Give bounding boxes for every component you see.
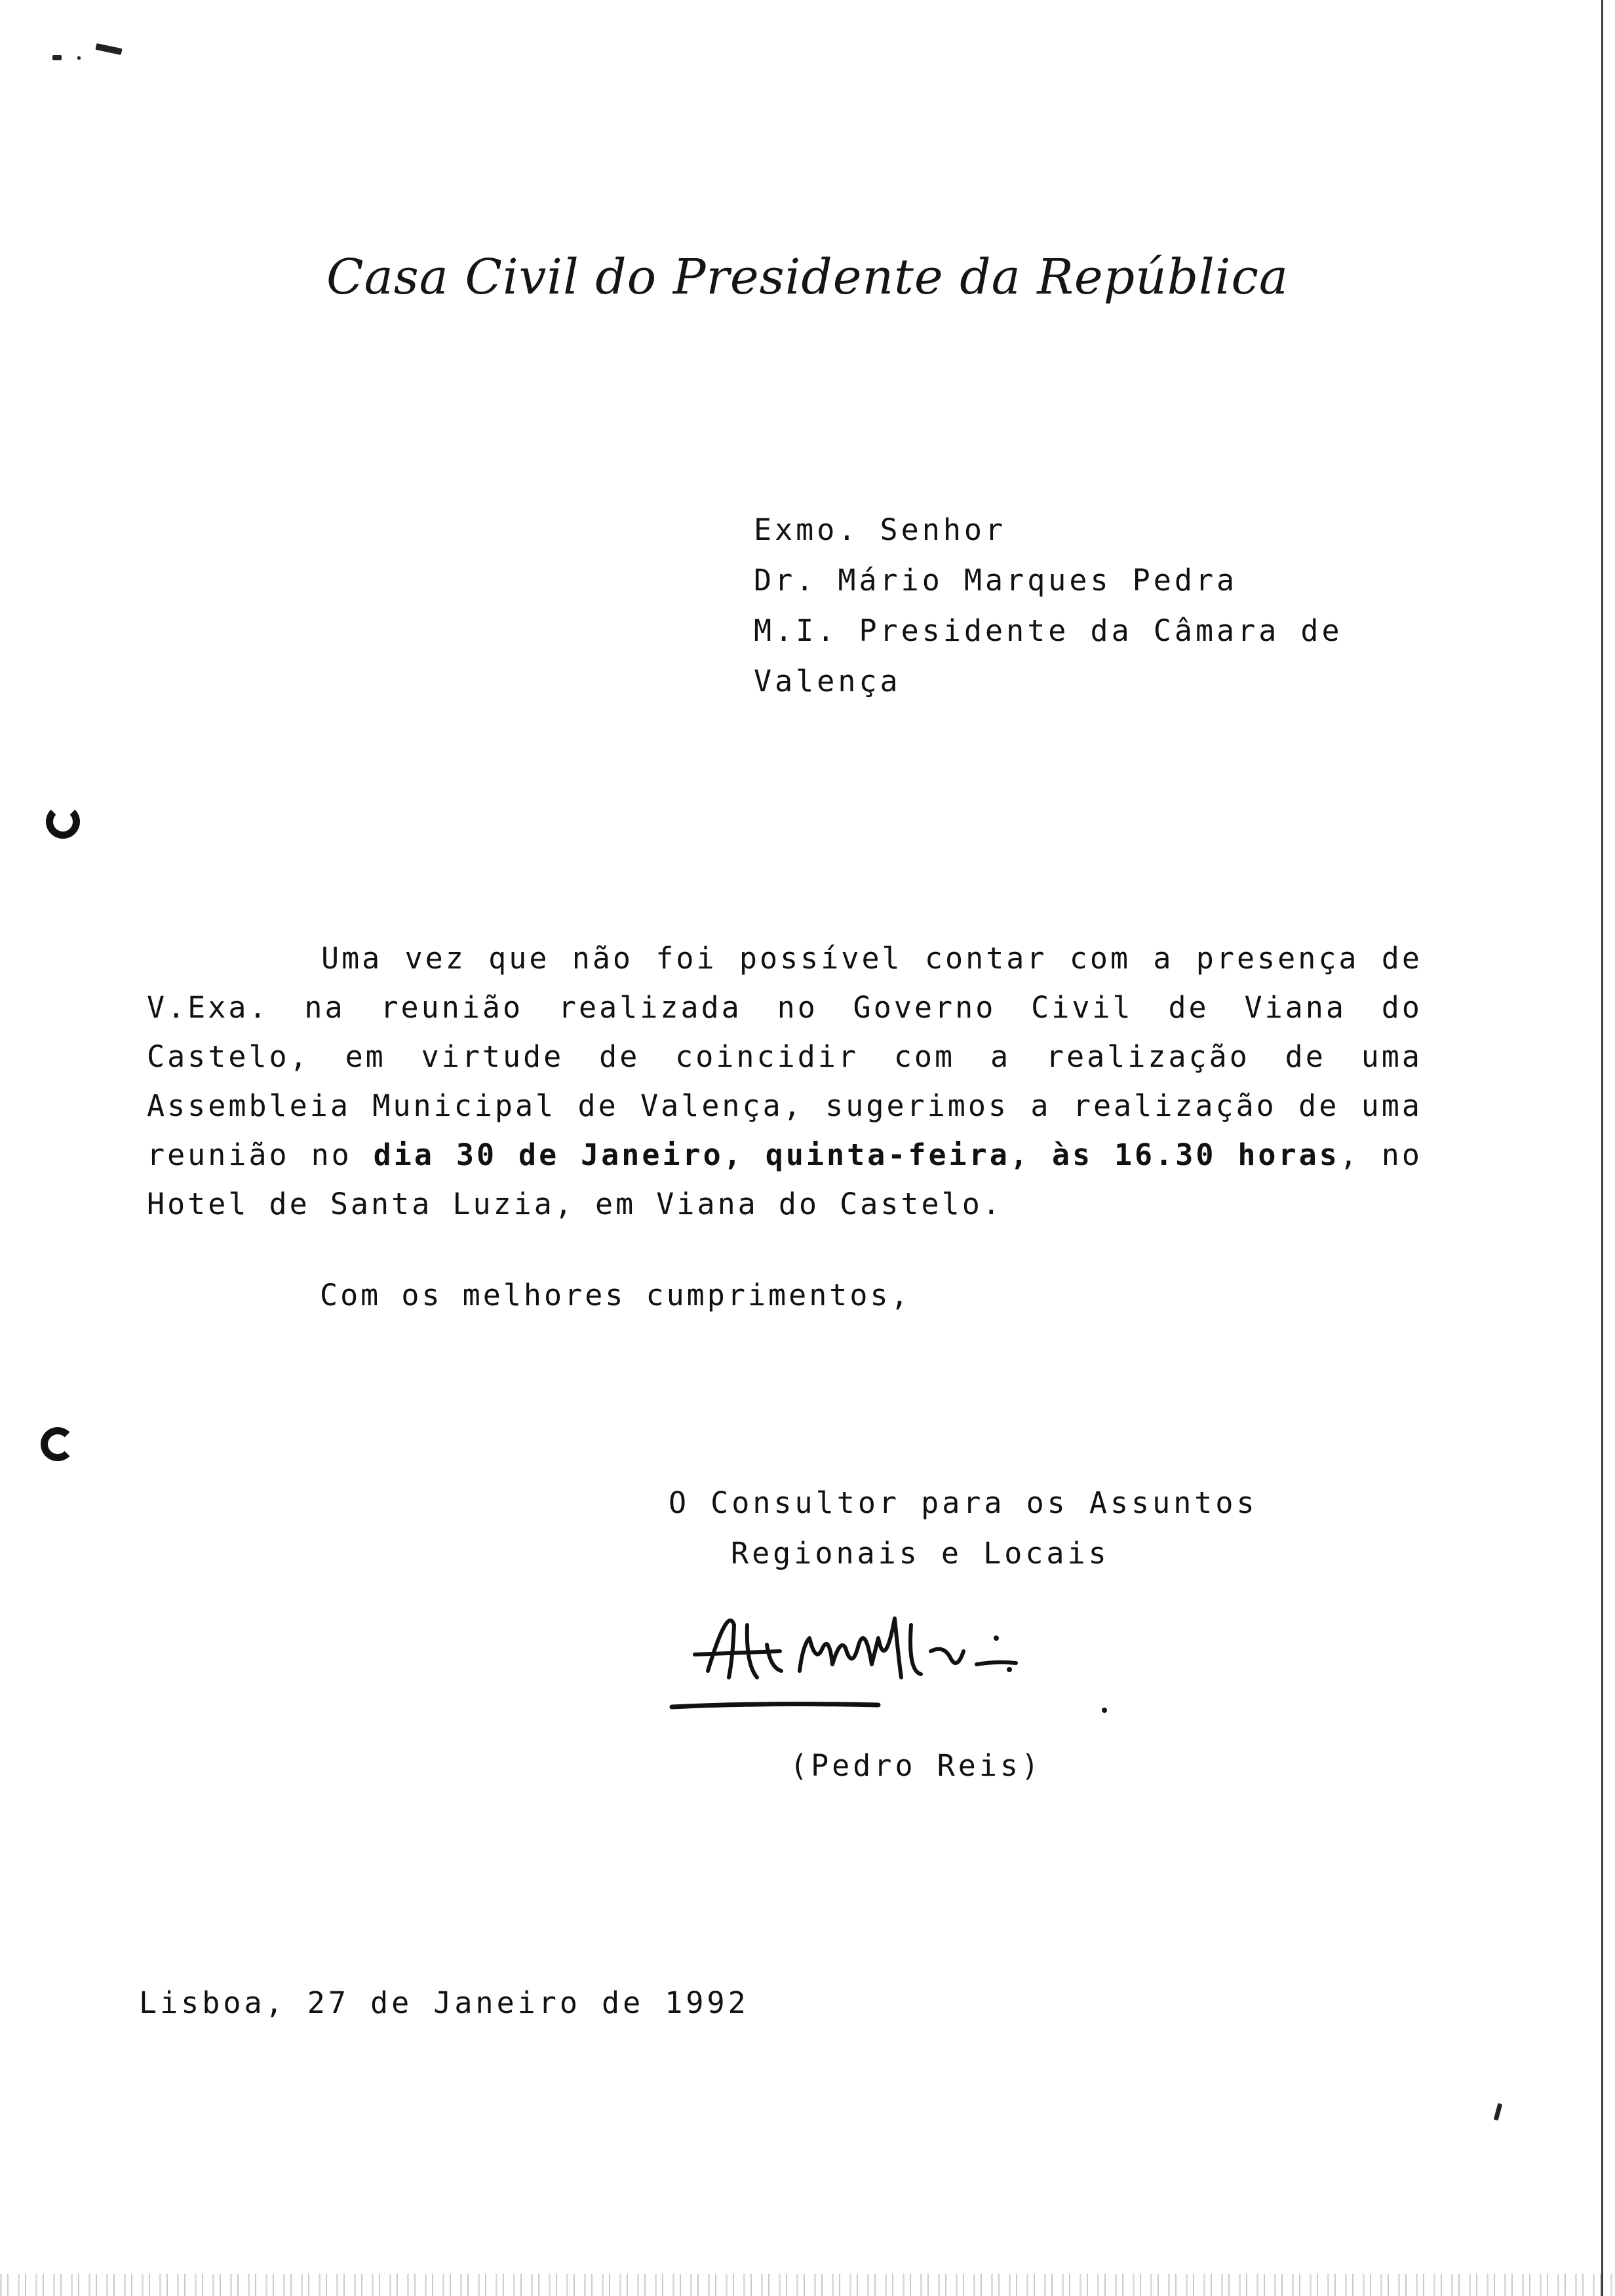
scan-bottom-noise	[0, 2274, 1615, 2296]
signatory-title	[669, 1478, 1258, 1578]
addressee-block	[754, 505, 1343, 706]
scan-speck	[52, 55, 62, 60]
body-text-part2: , no Hotel de Santa Luzia, em Viana do Castelo.	[147, 1138, 1422, 1221]
scan-edge-line	[1601, 0, 1603, 2296]
date-line: Lisboa, 27 de Janeiro de 1992	[139, 1985, 749, 2020]
scan-speck	[1494, 2103, 1502, 2121]
punch-hole-mark-bottom	[41, 1427, 75, 1461]
body-text-part1: Uma vez que não foi possível contar com a presença de V.Exa. na reunião realizada no Governo Civil de Viana do Castelo, em virtude de coincidir com a realização de uma Assembleia Municipal de Valença, sugerimos a realização de uma reunião no	[147, 941, 1422, 1172]
letter-body	[147, 934, 1422, 1229]
signatory-name: (Pedro Reis)	[790, 1748, 1043, 1783]
punch-hole-mark-top	[46, 805, 80, 839]
signatory-title-line2: Regionais e Locais	[731, 1536, 1110, 1571]
closing-line: Com os melhores cumprimentos,	[320, 1278, 911, 1312]
body-paragraph	[147, 934, 1422, 1229]
meeting-datetime: dia 30 de Janeiro, quinta-feira, às 16.30 horas	[373, 1138, 1340, 1172]
addressee-salutation: Exmo. Senhor	[754, 512, 1007, 547]
letterhead: Casa Civil do Presidente da República	[326, 249, 1289, 305]
scan-speck	[95, 43, 122, 55]
handwritten-signature	[669, 1586, 1154, 1717]
addressee-name: Dr. Mário Marques Pedra	[754, 563, 1238, 598]
signatory-title-line1: O Consultor para os Assuntos	[669, 1485, 1258, 1520]
addressee-title: M.I. Presidente da Câmara de	[754, 613, 1343, 648]
addressee-place: Valença	[754, 664, 901, 698]
scan-speck	[77, 56, 81, 60]
